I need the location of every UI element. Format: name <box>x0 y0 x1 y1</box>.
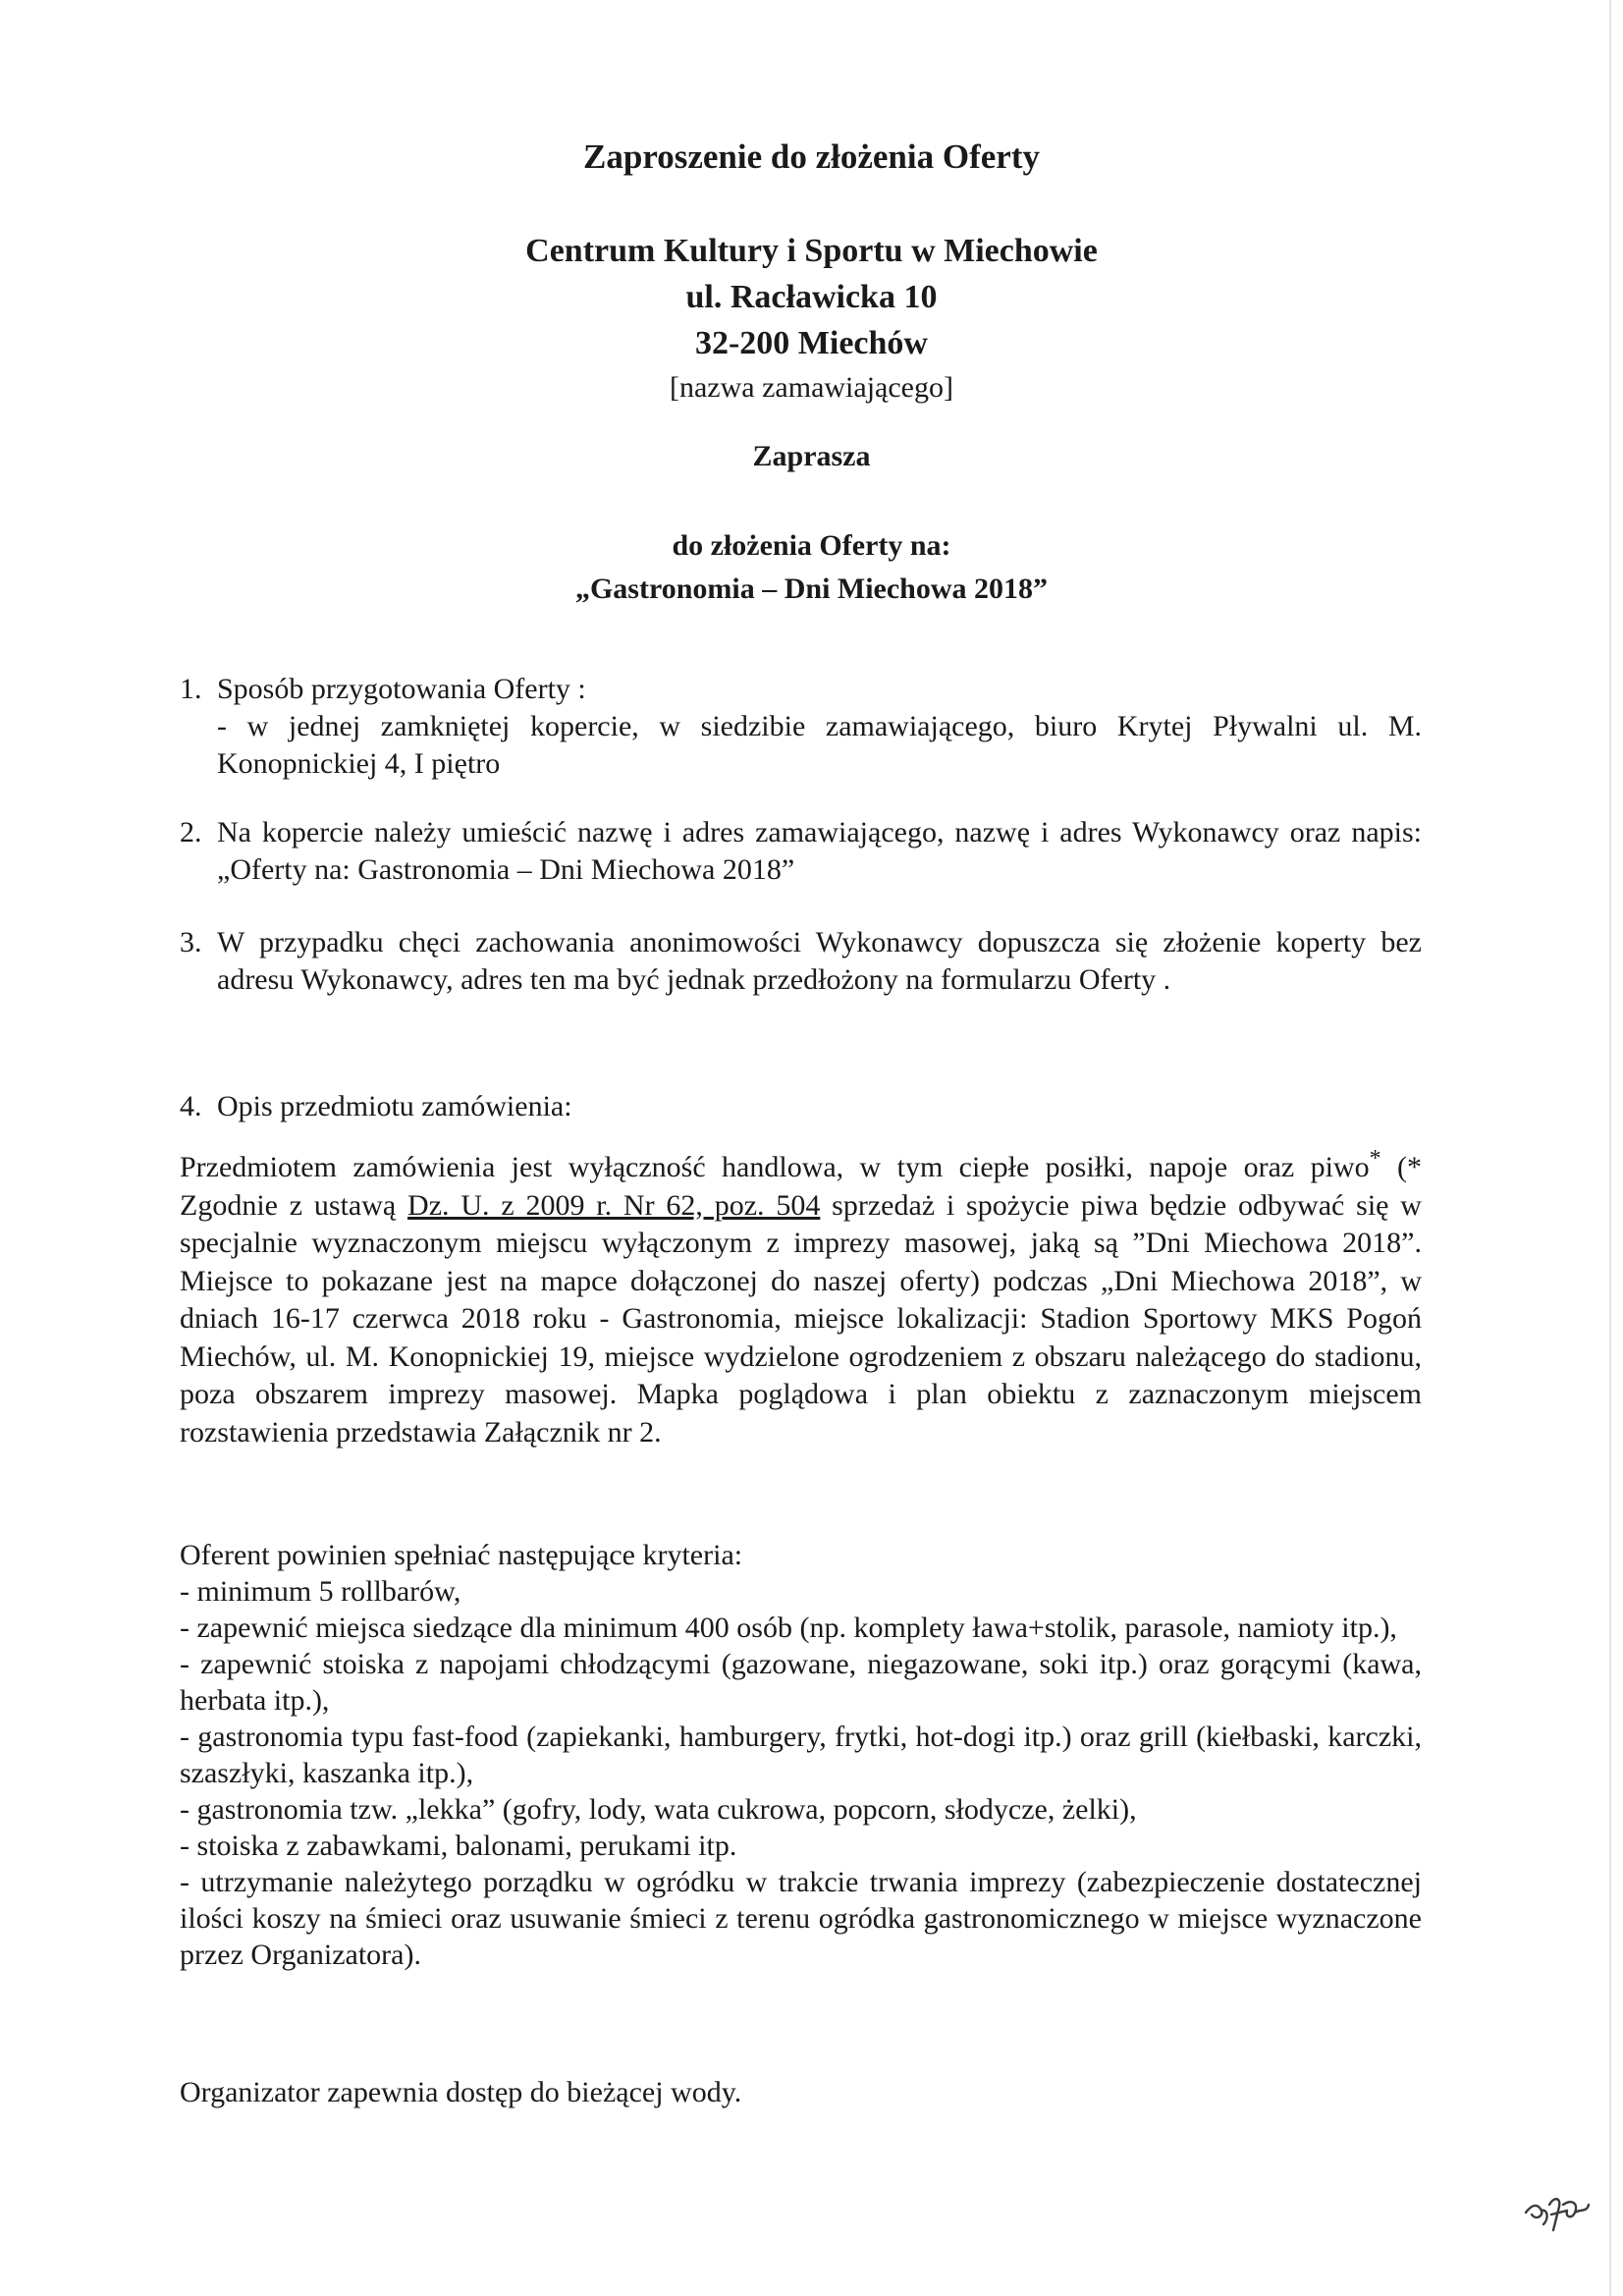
section-4 <box>180 1088 1422 1125</box>
section-number: 4. <box>180 1090 202 1122</box>
description-part-3: sprzedaż i spożycie piwa będzie odbywać się w specjalnie wyznaczonym miejscu wyłączonym z imprezy masowej, jaką są ”Dni Miechowa 2018”. Miejsce to pokazane jest na mapce dołączonej do naszej oferty) podczas „Dni Miechowa 2018”, w dniach 16-17 czerwca 2018 roku - Gastronomia, miejsce lokalizacji: Stadion Sportowy MKS Pogoń Miechów, ul. M. Konopnickiej 19, miejsce wydzielone ogrodzeniem z obszaru należącego do stadionu, poza obszarem imprezy masowej. Mapka poglądowa i plan obiektu z zaznaczonym miejscem rozstawienia przedstawia Załącznik nr 2. <box>180 1188 1422 1449</box>
law-reference: Dz. U. z 2009 r. Nr 62, poz. 504 <box>407 1188 821 1222</box>
section-number: 1. <box>180 673 202 705</box>
organization-name: Centrum Kultury i Sportu w Miechowie <box>525 233 1098 269</box>
subject-block <box>0 524 1623 611</box>
document-title: Zaproszenie do złożenia Oferty <box>583 137 1040 176</box>
invite-heading: Zaprasza <box>752 440 871 472</box>
criteria-item: - stoiska z zabawkami, balonami, perukami itp. <box>180 1830 737 1862</box>
criteria-item: - gastronomia tzw. „lekka” (gofry, lody, wata cukrowa, popcorn, słodycze, żelki), <box>180 1793 1137 1826</box>
section-number: 2. <box>180 816 202 848</box>
organization-note: [nazwa zamawiającego] <box>670 371 953 404</box>
description-part-2: (* Zgodnie z ustawą <box>180 1151 1422 1222</box>
section-number: 3. <box>180 926 202 958</box>
criteria-item: - utrzymanie należytego porządku w ogródku w trakcie trwania imprezy (zabezpieczenie dostatecznej ilości koszy na śmieci oraz usuwanie śmieci z terenu ogródka gastronomicznego w miejsce wyznaczone przez Organizatora). <box>180 1866 1422 1971</box>
criteria-item: - zapewnić stoiska z napojami chłodzącymi (gazowane, niegazowane, soki itp.) oraz gorącymi (kawa, herbata itp.), <box>180 1648 1422 1717</box>
criteria-item: - gastronomia typu fast-food (zapiekanki, hamburgery, frytki, hot-dogi itp.) oraz grill (kiełbaski, karczki, szaszłyki, kaszanka itp.), <box>180 1721 1422 1789</box>
section-text: Na kopercie należy umieścić nazwę i adres zamawiającego, nazwę i adres Wykonawcy oraz napis: „Oferty na: Gastronomia – Dni Miechowa 2018” <box>217 816 1422 886</box>
section-2 <box>180 814 1422 889</box>
handwritten-signature <box>1520 2175 1594 2234</box>
description-part-1: Przedmiotem zamówienia jest wyłączność handlowa, w tym ciepłe posiłki, napoje oraz piwo <box>180 1151 1370 1183</box>
closing-statement: Organizator zapewnia dostęp do bieżącej wody. <box>180 2076 742 2108</box>
section-text: Opis przedmiotu zamówienia: <box>217 1090 572 1122</box>
section-detail: - w jednej zamkniętej kopercie, w siedzibie zamawiającego, biuro Krytej Pływalni ul. M. Konopnickiej 4, I piętro <box>217 710 1422 780</box>
subject-line-1: do złożenia Oferty na: <box>672 529 951 562</box>
criteria-item: - zapewnić miejsca siedzące dla minimum 400 osób (np. komplety ława+stolik, parasole, namioty itp.), <box>180 1612 1397 1644</box>
section-text: Sposób przygotowania Oferty : <box>217 673 586 705</box>
criteria-block <box>180 1537 1422 1973</box>
footnote-star: * <box>1369 1146 1381 1172</box>
organization-street: ul. Racławicka 10 <box>685 279 938 315</box>
criteria-intro: Oferent powinien spełniać następujące kryteria: <box>180 1539 743 1571</box>
description-paragraph <box>180 1146 1422 1451</box>
organization-block <box>0 228 1623 410</box>
section-1 <box>180 671 1422 783</box>
criteria-item: - minimum 5 rollbarów, <box>180 1575 461 1608</box>
organization-city: 32-200 Miechów <box>694 325 928 361</box>
subject-line-2: „Gastronomia – Dni Miechowa 2018” <box>574 573 1049 605</box>
section-3 <box>180 924 1422 999</box>
section-text: W przypadku chęci zachowania anonimowości Wykonawcy dopuszcza się złożenie koperty bez adresu Wykonawcy, adres ten ma być jednak przedłożony na formularzu Oferty . <box>217 926 1422 996</box>
